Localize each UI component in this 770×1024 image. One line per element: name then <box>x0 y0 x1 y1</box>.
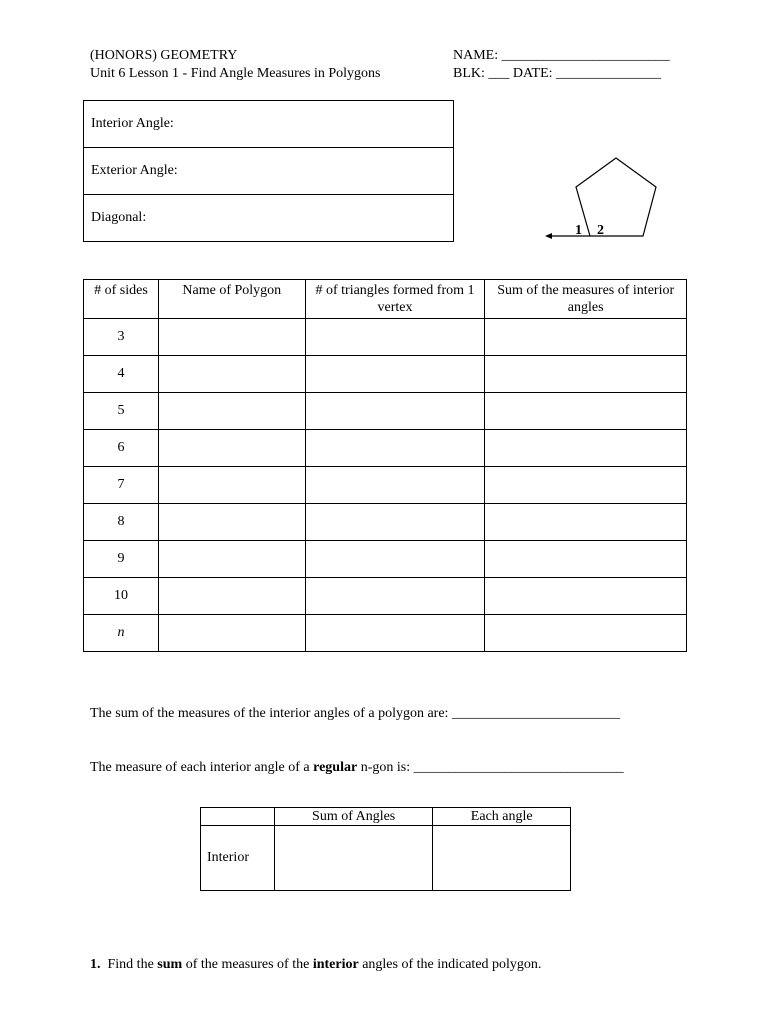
table-row <box>84 467 687 504</box>
sides-cell: 9 <box>84 541 159 578</box>
question-text: Find the <box>100 957 158 972</box>
interior-sum-cell[interactable] <box>274 826 433 891</box>
question-text: angles of the indicated polygon. <box>358 957 542 972</box>
triangles-cell[interactable] <box>305 578 485 615</box>
header-sum: Sum of the measures of interior angles <box>485 280 687 319</box>
name-cell[interactable] <box>158 430 305 467</box>
polygon-table <box>83 279 687 652</box>
sum-each-table <box>200 807 571 891</box>
sides-cell: 3 <box>84 319 159 356</box>
each-interior-sentence <box>90 760 624 776</box>
header-triangles: # of triangles formed from 1 vertex <box>305 280 485 319</box>
triangles-cell[interactable] <box>305 393 485 430</box>
name-cell[interactable] <box>158 541 305 578</box>
sum-cell[interactable] <box>485 319 687 356</box>
name-cell[interactable] <box>158 319 305 356</box>
sides-cell: 4 <box>84 356 159 393</box>
sides-cell: 7 <box>84 467 159 504</box>
sum-cell[interactable] <box>485 504 687 541</box>
pentagon-figure <box>540 150 670 250</box>
triangles-cell[interactable] <box>305 356 485 393</box>
sides-cell: 8 <box>84 504 159 541</box>
table-row <box>84 319 687 356</box>
name-field[interactable]: NAME: ________________________ <box>453 48 670 63</box>
row-label-interior: Interior <box>201 826 275 891</box>
sides-cell: 10 <box>84 578 159 615</box>
sentence-part: n-gon is: ______________________________ <box>357 760 624 775</box>
triangles-cell[interactable] <box>305 319 485 356</box>
question-bold-interior: interior <box>312 957 359 972</box>
definitions-table <box>83 100 454 242</box>
course-title: (HONORS) GEOMETRY <box>90 48 238 63</box>
sum-cell[interactable] <box>485 393 687 430</box>
sides-cell: n <box>84 615 159 652</box>
sentence-bold-regular: regular <box>313 760 358 775</box>
name-cell[interactable] <box>158 467 305 504</box>
sum-cell[interactable] <box>485 541 687 578</box>
sum-cell[interactable] <box>485 578 687 615</box>
sides-cell: 6 <box>84 430 159 467</box>
definition-diagonal[interactable]: Diagonal: <box>84 195 454 242</box>
definition-interior-angle[interactable]: Interior Angle: <box>84 101 454 148</box>
triangles-cell[interactable] <box>305 541 485 578</box>
angle-1-label: 1 <box>575 223 582 238</box>
name-cell[interactable] <box>158 393 305 430</box>
sum-table-corner <box>201 808 275 826</box>
sentence-part: The measure of each interior angle of a <box>90 760 314 775</box>
table-row <box>84 356 687 393</box>
lesson-title: Unit 6 Lesson 1 - Find Angle Measures in Polygons <box>90 66 381 81</box>
name-cell[interactable] <box>158 356 305 393</box>
name-cell[interactable] <box>158 578 305 615</box>
header-each-angle: Each angle <box>433 808 571 826</box>
triangles-cell[interactable] <box>305 467 485 504</box>
sum-cell[interactable] <box>485 467 687 504</box>
sides-cell: 5 <box>84 393 159 430</box>
name-cell[interactable] <box>158 504 305 541</box>
sum-interior-sentence: The sum of the measures of the interior angles of a polygon are: ________________________ <box>90 706 620 721</box>
header-name: Name of Polygon <box>158 280 305 319</box>
sum-cell[interactable] <box>485 615 687 652</box>
triangles-cell[interactable] <box>305 430 485 467</box>
definition-exterior-angle[interactable]: Exterior Angle: <box>84 148 454 195</box>
question-text: of the measures of the <box>182 957 313 972</box>
sum-cell[interactable] <box>485 356 687 393</box>
question-bold-sum: sum <box>157 957 183 972</box>
sum-cell[interactable] <box>485 430 687 467</box>
table-row <box>84 393 687 430</box>
question-number: 1. <box>90 957 101 972</box>
interior-each-cell[interactable] <box>433 826 571 891</box>
triangles-cell[interactable] <box>305 504 485 541</box>
table-row <box>84 615 687 652</box>
name-cell[interactable] <box>158 615 305 652</box>
table-row <box>84 430 687 467</box>
header-sides: # of sides <box>84 280 159 319</box>
header-sum-of-angles: Sum of Angles <box>274 808 433 826</box>
question-1 <box>90 957 541 973</box>
triangles-cell[interactable] <box>305 615 485 652</box>
blk-date-field[interactable]: BLK: ___ DATE: _______________ <box>453 66 662 81</box>
table-row <box>84 504 687 541</box>
table-row <box>84 578 687 615</box>
table-row <box>84 541 687 578</box>
angle-2-label: 2 <box>597 223 604 238</box>
